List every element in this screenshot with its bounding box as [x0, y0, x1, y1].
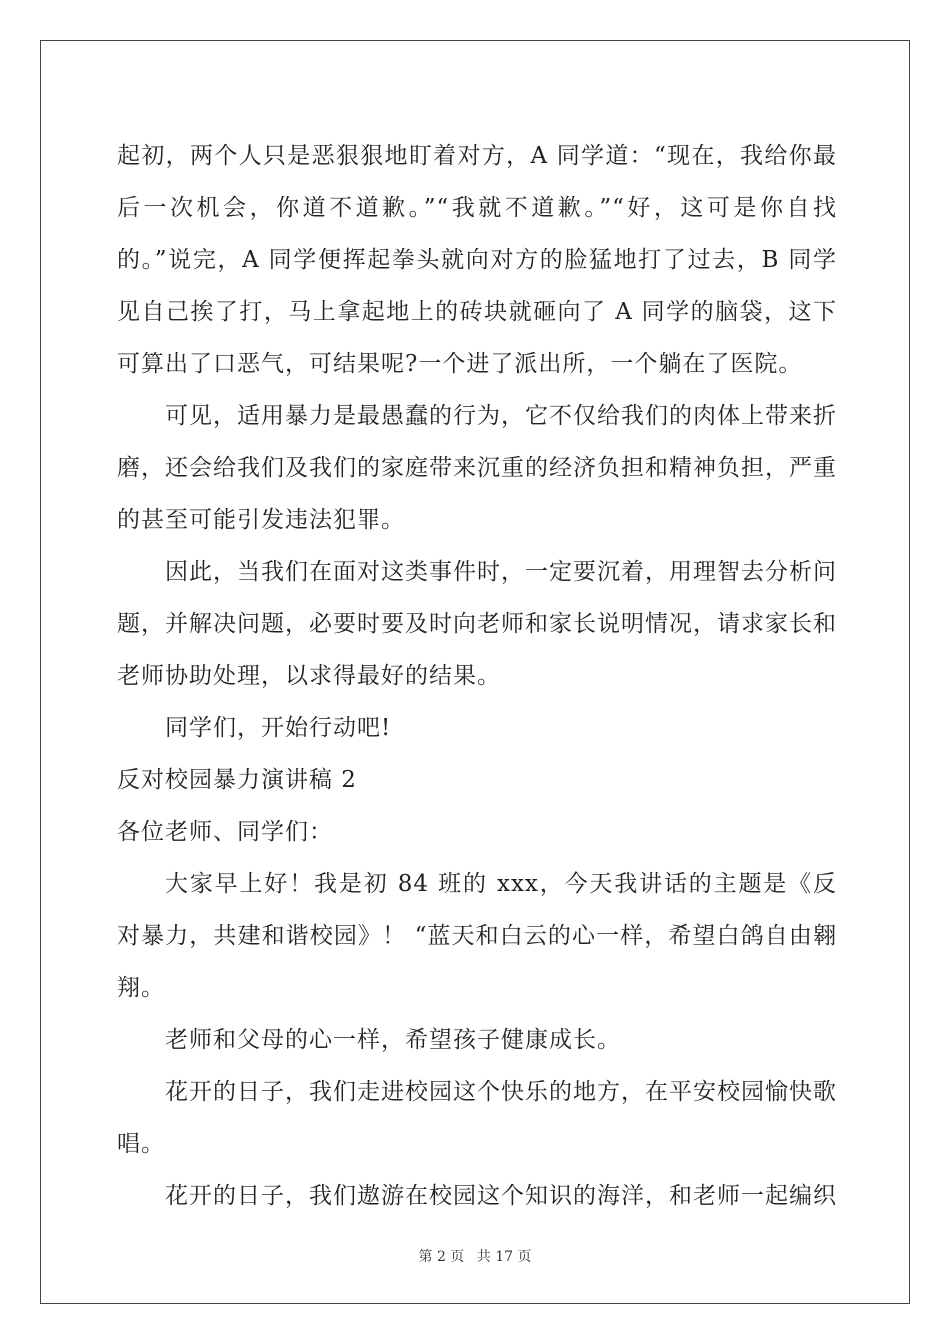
- paragraph-4: 同学们，开始行动吧!: [165, 715, 392, 741]
- salutation: 各位老师、同学们：: [117, 819, 333, 845]
- paragraph-9: 花开的日子，我们走进校园这个快乐的地方，在平安校园愉快歌唱。: [117, 1079, 837, 1157]
- page-number: 第 2 页: [418, 1249, 465, 1265]
- paragraph-8: 老师和父母的心一样，希望孩子健康成长。: [165, 1027, 621, 1053]
- paragraph-3: 因此，当我们在面对这类事件时，一定要沉着，用理智去分析问题，并解决问题，必要时要及时向老师和家长说明情况，请求家长和老师协助处理，以求得最好的结果。: [117, 559, 837, 689]
- paragraph-10: 花开的日子，我们遨游在校园这个知识的海洋，和老师一起编织: [165, 1183, 837, 1209]
- paragraph-7: 大家早上好！我是初 84 班的 xxx，今天我讲话的主题是《反对暴力，共建和谐校园》！ “蓝天和白云的心一样，希望白鸽自由翱翔。: [117, 871, 837, 1001]
- page-footer: [0, 1246, 950, 1266]
- section-title: 反对校园暴力演讲稿 2: [117, 767, 357, 793]
- document-body: [117, 130, 837, 1222]
- paragraph-2: 可见，适用暴力是最愚蠢的行为，它不仅给我们的肉体上带来折磨，还会给我们及我们的家庭带来沉重的经济负担和精神负担，严重的甚至可能引发违法犯罪。: [117, 403, 837, 533]
- paragraph-1: 起初，两个人只是恶狠狠地盯着对方，A 同学道：“现在，我给你最后一次机会，你道不道歉。”“我就不道歉。”“好，这可是你自找的。”说完，A 同学便挥起拳头就向对方的脸猛地打了过去，B 同学见自己挨了打，马上拿起地上的砖块就砸向了 A 同学的脑袋，这下可算出了口恶气，可结果呢?一个进了派出所，一个躺在了医院。: [117, 143, 837, 377]
- page-total: 共 17 页: [476, 1249, 532, 1265]
